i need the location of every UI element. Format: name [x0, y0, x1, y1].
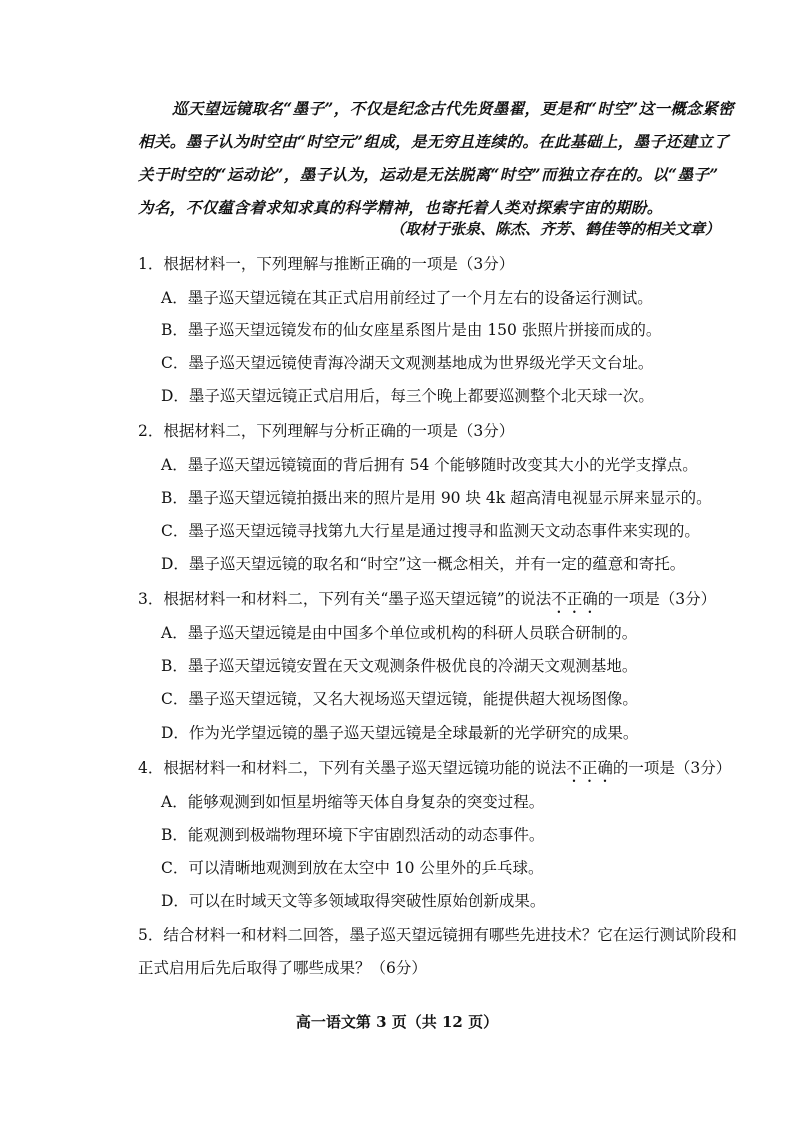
page-footer: 高一语文第 3 页（共 12 页）: [295, 1013, 499, 1031]
passage-line: 为名，不仅蕴含着求知求真的科学精神，也寄托着人类对探索宇宙的期盼。: [138, 198, 663, 217]
question-3-stem: 3．根据材料一和材料二，下列有关“墨子巡天望远镜”的说法不正确的一项是（3分）: [138, 590, 717, 608]
question-4-option-c: C．可以清晰地观测到放在太空中 10 公里外的乒乓球。: [161, 859, 544, 877]
question-3-option-c: C．墨子巡天望远镜，又名大视场巡天望远镜，能提供超大视场图像。: [161, 690, 638, 708]
question-1-option-c: C．墨子巡天望远镜使青海冷湖天文观测基地成为世界级光学天文台址。: [161, 354, 654, 372]
question-1-option-b: B．墨子巡天望远镜发布的仙女座星系图片是由 150 张照片拼接而成的。: [161, 321, 662, 339]
question-2-stem: 2．根据材料二，下列理解与分析正确的一项是（3分）: [138, 422, 515, 440]
question-5-stem: [138, 919, 738, 985]
question-5-line: 正式启用后先后取得了哪些成果？（6分）: [138, 959, 427, 977]
question-3-option-a: A．墨子巡天望远镜是由中国多个单位或机构的科研人员联合研制的。: [161, 624, 638, 642]
passage-line: 相关。墨子认为时空由“时空元”组成，是无穷且连续的。在此基础上，墨子还建立了: [138, 132, 730, 151]
question-2-option-d: D．墨子巡天望远镜的取名和“时空”这一概念相关，并有一定的蕴意和寄托。: [161, 555, 686, 573]
question-4-option-b: B．能观测到极端物理环境下宇宙剧烈活动的动态事件。: [161, 826, 545, 844]
question-3-option-d: D．作为光学望远镜的墨子巡天望远镜是全球最新的光学研究的成果。: [161, 724, 639, 742]
question-2-option-c: C．墨子巡天望远镜寻找第九大行星是通过搜寻和监测天文动态事件来实现的。: [161, 522, 700, 540]
question-2-option-b: B．墨子巡天望远镜拍摄出来的照片是用 90 块 4k 超高清电视显示屏来显示的。: [161, 489, 712, 507]
emphasis-text: 不正确: [551, 590, 598, 608]
question-1-option-a: A．墨子巡天望远镜在其正式启用前经过了一个月左右的设备运行测试。: [161, 289, 653, 307]
question-2-option-a: A．墨子巡天望远镜镜面的背后拥有 54 个能够随时改变其大小的光学支撑点。: [161, 456, 698, 474]
passage-line: 巡天望远镜取名“墨子”，不仅是纪念古代先贤墨翟，更是和“时空”这一概念紧密: [172, 99, 734, 118]
question-3-option-b: B．墨子巡天望远镜安置在天文观测条件极优良的冷湖天文观测基地。: [161, 657, 638, 675]
question-5-line: 5．结合材料一和材料二回答，墨子巡天望远镜拥有哪些先进技术？它在运行测试阶段和: [138, 926, 737, 944]
emphasis-text: 不正确: [566, 759, 613, 777]
passage-paragraph: [138, 92, 738, 224]
question-4-option-d: D．可以在时域天文等多领域取得突破性原始创新成果。: [161, 892, 546, 910]
passage-source: （取材于张泉、陈杰、齐芳、鹤佳等的相关文章）: [389, 220, 720, 238]
passage-line: 关于时空的“运动论”，墨子认为，运动是无法脱离“时空”而独立存在的。以“墨子”: [138, 165, 719, 184]
question-1-option-d: D．墨子巡天望远镜正式启用后，每三个晚上都要巡测整个北天球一次。: [161, 387, 654, 405]
question-4-stem: 4．根据材料一和材料二，下列有关墨子巡天望远镜功能的说法不正确的一项是（3分）: [138, 759, 732, 777]
question-4-option-a: A．能够观测到如恒星坍缩等天体自身复杂的突变过程。: [161, 793, 545, 811]
question-1-stem: 1．根据材料一，下列理解与推断正确的一项是（3分）: [138, 255, 515, 273]
